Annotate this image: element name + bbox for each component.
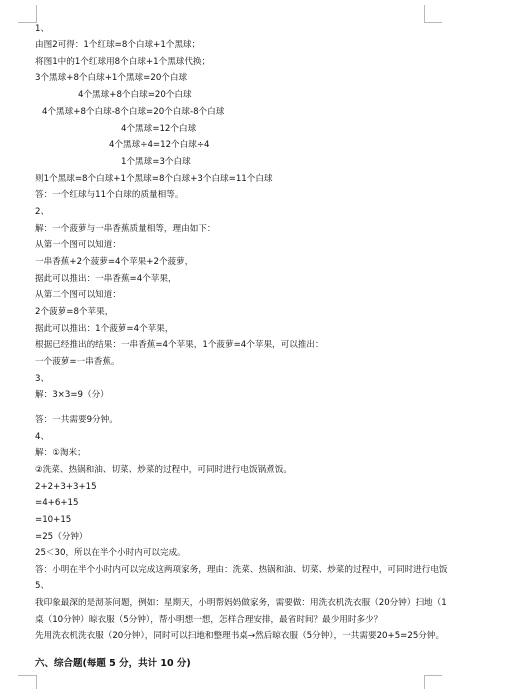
q1-line-5: 4个黑球+8个白球-8个白球=20个白球-8个白球 (42, 107, 225, 117)
q4-line-2: ②洗菜、热锅和油、切菜、炒菜的过程中，可同时进行电饭锅煮饭。 (35, 465, 292, 475)
q5-line-3: 先用洗衣机洗衣服（20分钟），同时可以扫地和整理书桌→然后晾衣服（5分钟），一共需要20+5=25分钟。 (35, 631, 445, 641)
q2-line-3: 一串香蕉+2个菠萝=4个苹果+2个菠萝， (35, 257, 194, 267)
q4-line-5: =10+15 (35, 515, 72, 525)
question-5-number: 5、 (35, 581, 50, 591)
q3-line-1: 解：3×3=9（分） (35, 390, 109, 400)
q1-answer: 答：一个红球与11个白球的质量相等。 (35, 190, 184, 200)
q1-line-7: 4个黑球÷4=12个白球÷4 (109, 140, 210, 150)
question-1-number: 1、 (35, 24, 50, 34)
q1-line-9: 则1个黑球=8个白球+1个黑球=8个白球+3个白球=11个白球 (35, 174, 273, 184)
q1-line-1: 由图2可得：1个红球=8个白球+1个黑球； (35, 40, 201, 50)
q2-line-6: 2个菠萝=8个苹果， (35, 307, 114, 317)
q4-answer: 答：小明在半个小时内可以完成这两项家务，理由：洗菜、热锅和油、切菜、炒菜的过程中，可同时进行电饭 (35, 565, 448, 575)
q4-line-3: 2+2+3+3+15 (35, 482, 97, 492)
q2-line-7: 据此可以推出：1个菠萝=4个苹果， (35, 324, 174, 334)
q5-line-2: 桌（10分钟）晾衣服（5分钟），帮小明想一想，怎样合理安排，最省时间？最少用时多少？ (35, 615, 383, 625)
question-2-number: 2、 (35, 207, 50, 217)
q2-line-4: 据此可以推出：一串香蕉=4个苹果， (35, 274, 177, 284)
q5-line-1: 我印象最深的是沏茶问题，例如：星期天，小明帮妈妈做家务，需要做：用洗衣机洗衣服（20分钟）扫地（1 (35, 598, 447, 608)
q4-line-7: 25＜30，所以在半个小时内可以完成。 (35, 548, 186, 558)
section-heading: 六、综合题(每题 5 分，共计 10 分) (35, 658, 191, 669)
q2-line-1: 解：一个菠萝与一串香蕉质量相等，理由如下： (35, 224, 216, 234)
q2-line-5: 从第二个图可以知道： (35, 290, 121, 300)
q1-line-4: 4个黑球+8个白球=20个白球 (78, 90, 192, 100)
q2-line-8: 根据已经推出的结果：一串香蕉=4个苹果，1个菠萝=4个苹果，可以推出： (35, 340, 324, 350)
q3-answer: 答：一共需要9分钟。 (35, 415, 118, 425)
question-4-number: 4、 (35, 432, 50, 442)
question-3-number: 3、 (35, 374, 50, 384)
q1-line-6: 4个黑球=12个白球 (121, 124, 197, 134)
q4-line-4: =4+6+15 (35, 498, 79, 508)
q4-line-1: 解：①淘米； (35, 448, 86, 458)
q1-line-3: 3个黑球+8个白球+1个黑球=20个白球 (35, 73, 188, 83)
q2-line-9: 一个菠萝=一串香蕉。 (35, 357, 120, 367)
q2-line-2: 从第一个图可以知道： (35, 240, 121, 250)
q1-line-2: 将图1中的1个红球用8个白球+1个黑球代换； (35, 57, 211, 67)
q1-line-8: 1个黑球=3个白球 (121, 157, 191, 167)
q4-line-6: =25（分钟） (35, 532, 88, 542)
